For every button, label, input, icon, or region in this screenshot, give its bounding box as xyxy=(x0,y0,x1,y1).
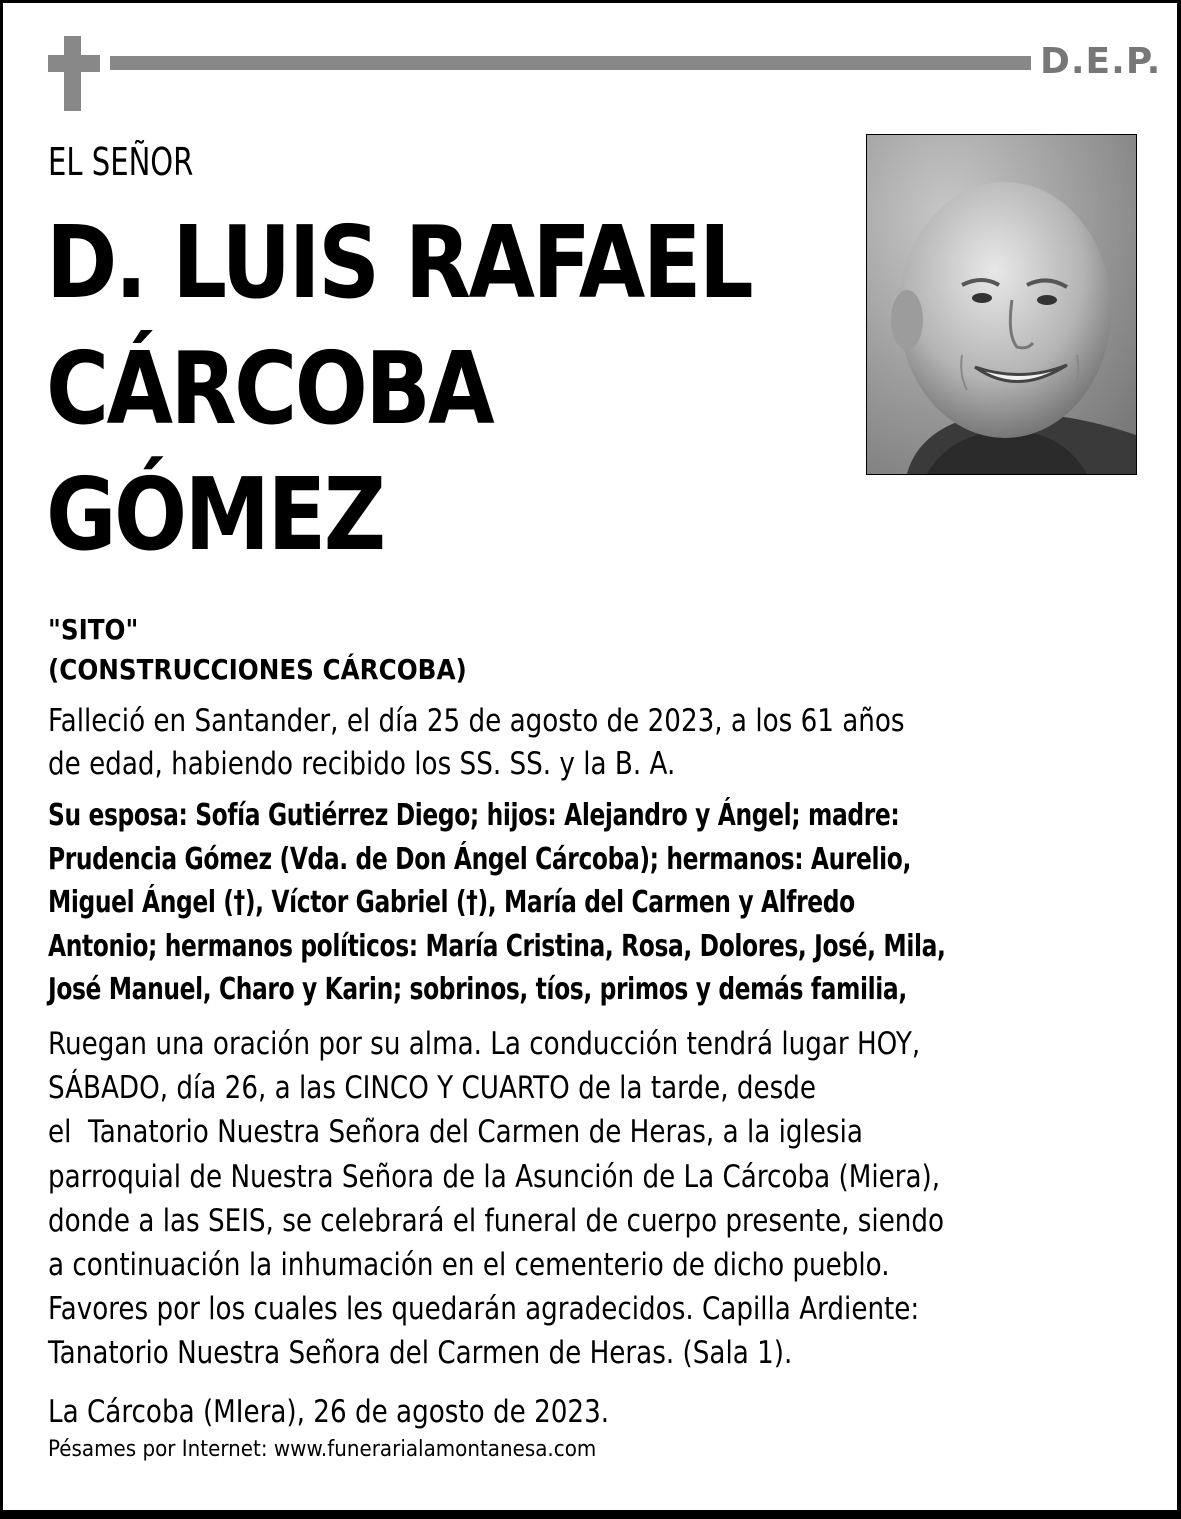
text-line: el Tanatorio Nuestra Señora del Carmen de Heras, a la iglesia xyxy=(48,1114,863,1151)
notice-header xyxy=(48,36,1162,111)
death-paragraph xyxy=(48,700,1045,786)
name-line: GÓMEZ xyxy=(46,456,384,573)
text-line: SÁBADO, día 26, a las CINCO Y CUARTO de la tarde, desde xyxy=(48,1070,817,1107)
place-date: La Cárcoba (MIera), 26 de agosto de 2023. xyxy=(48,1394,610,1430)
text-line: Tanatorio Nuestra Señora del Carmen de Heras. (Sala 1). xyxy=(48,1335,793,1372)
text-line: Miguel Ángel (†), Víctor Gabriel (†), María del Carmen y Alfredo xyxy=(48,885,855,920)
text-line: Su esposa: Sofía Gutiérrez Diego; hijos: Alejandro y Ángel; madre: xyxy=(48,798,900,833)
prayer-paragraph xyxy=(48,1022,1045,1376)
condolences-web: Pésames por Internet: www.funerarialamontanesa.com xyxy=(48,1437,597,1462)
text-line: parroquial de Nuestra Señora de la Asunción de La Cárcoba (Miera), xyxy=(48,1158,941,1195)
dep-label: D.E.P. xyxy=(1040,41,1162,82)
alias-block xyxy=(48,610,840,690)
honorific: EL SEÑOR xyxy=(48,140,194,184)
header-rule xyxy=(110,56,1031,70)
deceased-name xyxy=(46,200,803,578)
text-line: Favores por los cuales les quedarán agradecidos. Capilla Ardiente: xyxy=(48,1291,920,1328)
text-line: a continuación la inhumación en el cementerio de dicho pueblo. xyxy=(48,1247,890,1284)
family-paragraph xyxy=(48,794,968,1012)
portrait-photo xyxy=(866,134,1137,475)
name-line: D. LUIS RAFAEL xyxy=(46,204,752,321)
nickname: "SITO" xyxy=(48,613,139,646)
text-line: Ruegan una oración por su alma. La conducción tendrá lugar HOY, xyxy=(48,1026,921,1062)
cross-icon xyxy=(48,36,100,111)
text-line: donde a las SEIS, se celebrará el funeral de cuerpo presente, siendo xyxy=(48,1202,945,1239)
text-line: Falleció en Santander, el día 25 de agosto de 2023, a los 61 años xyxy=(48,703,905,739)
text-line: de edad, habiendo recibido los SS. SS. y la B. A. xyxy=(48,746,676,782)
company: (CONSTRUCCIONES CÁRCOBA) xyxy=(48,653,467,686)
text-line: Antonio; hermanos políticos: María Cristina, Rosa, Dolores, José, Mila, xyxy=(48,928,946,964)
name-line: CÁRCOBA xyxy=(46,330,493,447)
text-line: Prudencia Gómez (Vda. de Don Ángel Cárcoba); hermanos: Aurelio, xyxy=(48,841,911,877)
text-line: José Manuel, Charo y Karin; sobrinos, tíos, primos y demás familia, xyxy=(48,972,907,1007)
